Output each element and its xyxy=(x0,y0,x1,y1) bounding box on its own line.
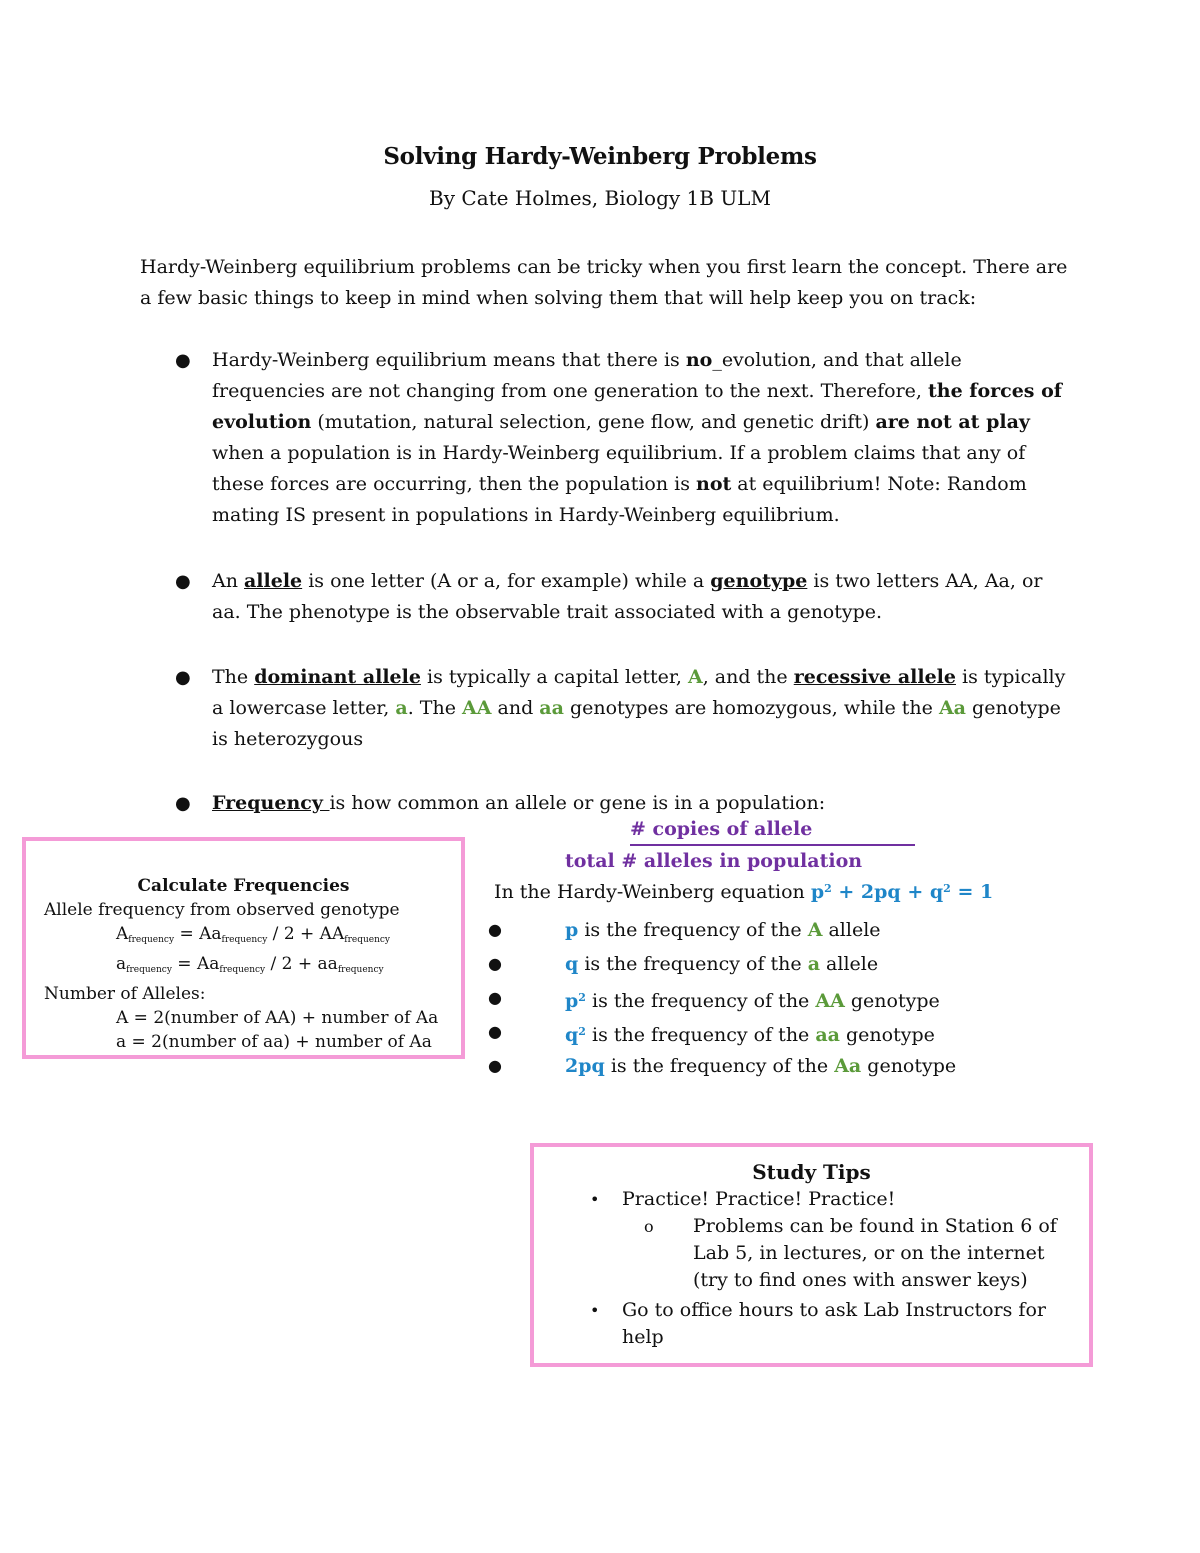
box-line: Allele frequency from observed genotype xyxy=(44,900,400,920)
list-item-text xyxy=(565,947,878,981)
bullet-allele xyxy=(170,566,1070,628)
bullet-icon: • xyxy=(590,1301,600,1320)
box-line: A = 2(number of AA) + number of Aa xyxy=(116,1008,439,1028)
text-run: genotypes are homozygous, while the xyxy=(563,697,939,719)
bullet-icon: ● xyxy=(488,1056,502,1075)
text-run: is the frequency of the xyxy=(578,953,808,975)
tip-item xyxy=(534,1186,1089,1213)
bullet-icon: ● xyxy=(175,350,191,371)
text-run: at equilibrium! Note: Random mating IS present in populations in Hardy-Weinberg equilibrium. xyxy=(212,473,1027,526)
tip-text: Go to office hours to ask Lab Instructors for help xyxy=(622,1299,1046,1348)
text-run: is the frequency of the xyxy=(578,919,808,941)
bullet-text xyxy=(212,345,1070,531)
bullet-icon: ● xyxy=(488,954,502,973)
symbol: 2pq xyxy=(565,1055,605,1077)
bullet-icon: ● xyxy=(488,988,502,1007)
term-dominant-allele: dominant allele xyxy=(254,666,421,688)
bullet-text xyxy=(212,566,1070,628)
text-run: , and the xyxy=(702,666,794,688)
bullet-icon: ● xyxy=(488,920,502,939)
text-run: A xyxy=(116,924,129,944)
term-p: p xyxy=(810,881,825,903)
bullet-icon: ● xyxy=(175,793,191,814)
fraction-denominator: total # alleles in population xyxy=(565,850,863,872)
text-run: _evolution, and that allele frequencies are not changing from one generation to the next. Therefore, xyxy=(212,349,962,402)
emphasis-forces: the forces of evolution xyxy=(212,380,1062,433)
genetic-symbol: a xyxy=(807,953,820,975)
emphasis-not-at-play: are not at play xyxy=(875,411,1030,433)
bullet-text xyxy=(212,662,1070,755)
genetic-symbol: Aa xyxy=(834,1055,862,1077)
superscript: 2 xyxy=(824,882,832,895)
bullet-dominant xyxy=(170,662,1070,755)
bullet-icon: ● xyxy=(175,571,191,592)
bullet-icon: ● xyxy=(488,1022,502,1041)
text-run: genotype xyxy=(844,990,940,1012)
bullet-equilibrium xyxy=(170,345,1070,531)
text-run: is typically a capital letter, xyxy=(420,666,688,688)
hw-equation xyxy=(494,881,993,903)
text-run: is two letters AA, Aa, or aa. The phenotype is the observable trait associated with a genotype. xyxy=(212,570,1043,623)
text-run: / 2 + aa xyxy=(265,954,338,974)
text-run: and xyxy=(491,697,540,719)
genetic-symbol: aa xyxy=(815,1024,840,1046)
text-run: genotype is heterozygous xyxy=(212,697,1061,750)
symbol: q xyxy=(565,1024,579,1046)
text-run: In the Hardy-Weinberg equation xyxy=(494,881,811,903)
tip-text: Problems can be found in Station 6 of Lab 5, in lectures, or on the internet (try to find ones with answer keys) xyxy=(693,1215,1057,1291)
symbol: p xyxy=(565,919,579,941)
page-title: Solving Hardy-Weinberg Problems xyxy=(383,143,817,170)
tip-text: Practice! Practice! Practice! xyxy=(622,1188,896,1210)
text-run: is the frequency of the xyxy=(585,1024,816,1046)
tip-subitem xyxy=(534,1213,1089,1294)
symbol: p xyxy=(565,990,579,1012)
box-line: a = 2(number of aa) + number of Aa xyxy=(116,1032,432,1052)
list-item-text xyxy=(565,981,940,1018)
text-run: when a population is in Hardy-Weinberg equilibrium. If a problem claims that any of these forces are occurring, then the population is xyxy=(212,442,1026,495)
text-run: (mutation, natural selection, gene flow, and genetic drift) xyxy=(311,411,876,433)
text-run: is typically a lowercase letter, xyxy=(212,666,1066,719)
subscript: frequency xyxy=(219,965,266,975)
text-run: is one letter (A or a, for example) while a xyxy=(302,570,711,592)
genetic-symbol: AA xyxy=(815,990,845,1012)
term-genotype: genotype xyxy=(710,570,808,592)
list-item-text xyxy=(565,1049,956,1083)
term-frequency: Frequency xyxy=(212,792,330,814)
subscript: frequency xyxy=(221,935,268,945)
superscript: 2 xyxy=(578,991,586,1004)
text-run: is the frequency of the xyxy=(604,1055,835,1077)
text-run: / 2 + AA xyxy=(267,924,345,944)
emphasis-no: no xyxy=(685,349,713,371)
symbol-aa: aa xyxy=(539,697,564,719)
text-run: Hardy-Weinberg equilibrium means that there is xyxy=(212,349,686,371)
text-run: a xyxy=(116,954,127,974)
text-run: An xyxy=(212,570,244,592)
study-tips-box xyxy=(530,1143,1093,1367)
term-q: q xyxy=(929,881,944,903)
symbol: q xyxy=(565,953,579,975)
emphasis-not: not xyxy=(696,473,732,495)
formula-A xyxy=(116,922,461,952)
text-run: The xyxy=(212,666,255,688)
text-run: genotype xyxy=(861,1055,957,1077)
sub-bullet-icon: o xyxy=(644,1217,654,1236)
genetic-symbol: A xyxy=(807,919,823,941)
symbol-AA: AA xyxy=(461,697,492,719)
tip-item xyxy=(534,1297,1089,1351)
subscript: frequency xyxy=(344,935,391,945)
text-run: allele xyxy=(820,953,879,975)
text-run: genotype xyxy=(839,1024,935,1046)
symbol-A: A xyxy=(687,666,703,688)
list-item-text xyxy=(565,913,881,947)
term-equals: = 1 xyxy=(950,881,994,903)
list-item-text xyxy=(565,1015,935,1052)
subscript: frequency xyxy=(337,965,384,975)
subscript: frequency xyxy=(126,965,172,975)
box-line: Number of Alleles: xyxy=(44,984,206,1004)
subscript: frequency xyxy=(128,935,175,945)
box-heading: Calculate Frequencies xyxy=(137,876,350,896)
text-run: . The xyxy=(407,697,462,719)
box-heading: Study Tips xyxy=(752,1160,871,1184)
calculate-frequencies-box xyxy=(22,837,465,1059)
text-run: is how common an allele or gene is in a population: xyxy=(329,792,826,814)
bullet-frequency xyxy=(170,788,1070,819)
text-run: = Aa xyxy=(174,924,222,944)
formula-a xyxy=(116,952,461,982)
superscript: 2 xyxy=(578,1025,586,1038)
equation-terms xyxy=(811,881,993,903)
page-subtitle: By Cate Holmes, Biology 1B ULM xyxy=(429,186,771,210)
fraction-bar xyxy=(630,844,915,846)
symbol-a: a xyxy=(395,697,408,719)
bullet-text xyxy=(212,788,1070,819)
intro-paragraph: Hardy-Weinberg equilibrium problems can be tricky when you first learn the concept. There are a few basic things to keep in mind when solving them that will help keep you on track: xyxy=(140,256,1068,309)
term-allele: allele xyxy=(244,570,303,592)
fraction-numerator: # copies of allele xyxy=(630,818,813,840)
bullet-icon: • xyxy=(590,1190,600,1209)
text-run: = Aa xyxy=(171,954,220,974)
superscript: 2 xyxy=(943,882,951,895)
text-run: allele xyxy=(822,919,881,941)
text-run: is the frequency of the xyxy=(585,990,816,1012)
term-recessive-allele: recessive allele xyxy=(793,666,956,688)
bullet-icon: ● xyxy=(175,667,191,688)
symbol-Aa: Aa xyxy=(938,697,966,719)
term-plus: + 2pq + xyxy=(831,881,930,903)
